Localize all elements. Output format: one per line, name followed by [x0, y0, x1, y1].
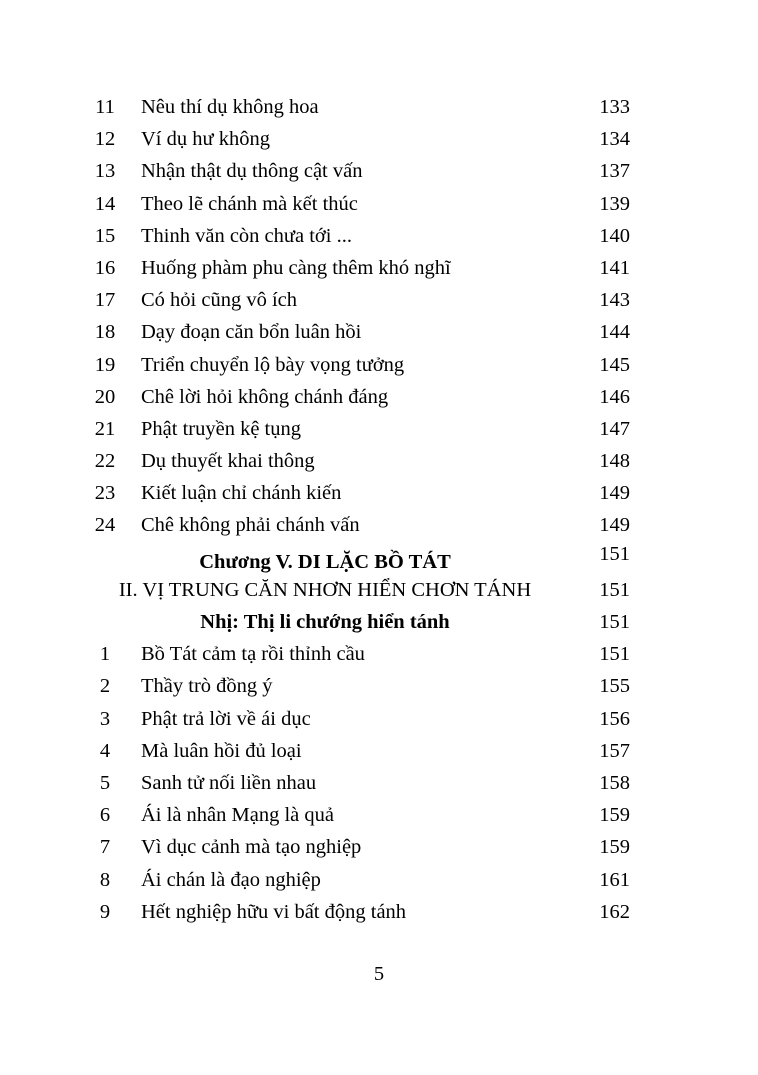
entry-page: 146 — [599, 385, 630, 408]
entry-number: 24 — [94, 514, 116, 537]
toc-entry — [0, 638, 758, 670]
toc-entry — [0, 735, 758, 767]
entry-title: Huống phàm phu càng thêm khó nghĩ — [141, 256, 451, 279]
entry-number: 20 — [94, 385, 116, 408]
part-heading — [0, 574, 758, 606]
entry-number: 8 — [99, 868, 111, 891]
entry-page: 140 — [599, 224, 630, 247]
toc-entry — [0, 349, 758, 381]
entry-number: 1 — [99, 643, 111, 666]
entry-page: 137 — [599, 160, 630, 183]
part-title: II. VỊ TRUNG CĂN NHƠN HIỂN CHƠN TÁNH — [118, 578, 532, 601]
entry-title: Kiết luận chỉ chánh kiến — [141, 482, 342, 505]
entry-page: 134 — [599, 128, 630, 151]
entry-number: 6 — [99, 804, 111, 827]
entry-page: 159 — [599, 836, 630, 859]
entry-title: Bồ Tát cảm tạ rồi thỉnh cầu — [141, 643, 365, 666]
entry-title: Ái là nhân Mạng là quả — [141, 804, 334, 827]
entry-page: 144 — [599, 321, 630, 344]
entry-title: Vì dục cảnh mà tạo nghiệp — [141, 836, 362, 859]
entry-page: 156 — [599, 707, 630, 730]
toc-entry — [0, 509, 758, 541]
entry-page: 139 — [599, 192, 630, 215]
toc-entry — [0, 864, 758, 896]
entry-page: 149 — [599, 482, 630, 505]
chapter-title: Chương V. DI LẶC BỒ TÁT — [199, 550, 451, 573]
entry-number: 22 — [94, 450, 116, 473]
toc-entry — [0, 155, 758, 187]
chapter-heading — [0, 542, 758, 574]
entry-title: Mà luân hồi đủ loại — [141, 739, 302, 762]
entry-number: 14 — [94, 192, 116, 215]
entry-page: 143 — [599, 289, 630, 312]
entry-title: Chê không phải chánh vấn — [141, 514, 360, 537]
entry-page: 157 — [599, 739, 630, 762]
entry-number: 12 — [94, 128, 116, 151]
entry-page: 158 — [599, 771, 630, 794]
entry-page: 145 — [599, 353, 630, 376]
entry-number: 7 — [99, 836, 111, 859]
entry-title: Chê lời hỏi không chánh đáng — [141, 385, 389, 408]
entry-number: 19 — [94, 353, 116, 376]
toc-entry — [0, 896, 758, 928]
entry-title: Hết nghiệp hữu vi bất động tánh — [141, 900, 407, 923]
entry-number: 9 — [99, 900, 111, 923]
entry-page: 159 — [599, 804, 630, 827]
entry-title: Nhận thật dụ thông cật vấn — [141, 160, 363, 183]
toc-entry — [0, 767, 758, 799]
entry-number: 5 — [99, 771, 111, 794]
entry-page: 155 — [599, 675, 630, 698]
entry-number: 16 — [94, 256, 116, 279]
toc-entry — [0, 381, 758, 413]
entry-page: 148 — [599, 450, 630, 473]
toc-entry — [0, 316, 758, 348]
toc-entry — [0, 220, 758, 252]
entry-page: 141 — [599, 256, 630, 279]
toc-entry — [0, 831, 758, 863]
toc-entry — [0, 670, 758, 702]
entry-number: 11 — [95, 96, 115, 118]
entry-title: Ví dụ hư không — [141, 128, 270, 151]
section-heading — [0, 606, 758, 638]
entry-title: Nêu thí dụ không hoa — [141, 96, 319, 118]
toc-entry — [0, 703, 758, 735]
entry-number: 21 — [94, 417, 116, 440]
entry-page: 133 — [599, 96, 630, 118]
entry-number: 18 — [94, 321, 116, 344]
entry-title: Phật truyền kệ tụng — [141, 417, 301, 440]
entry-page: 161 — [599, 868, 630, 891]
toc-entry — [0, 413, 758, 445]
entry-number: 23 — [94, 482, 116, 505]
toc-entry — [0, 477, 758, 509]
toc-entry — [0, 252, 758, 284]
entry-number: 2 — [99, 675, 111, 698]
entry-number: 13 — [94, 160, 116, 183]
entry-title: Thinh văn còn chưa tới ... — [141, 224, 352, 247]
toc-entry — [0, 284, 758, 316]
table-of-contents — [0, 91, 758, 928]
chapter-page: 151 — [599, 542, 630, 565]
entry-title: Thầy trò đồng ý — [141, 675, 273, 698]
section-title: Nhị: Thị li chướng hiển tánh — [200, 611, 450, 633]
entry-page: 147 — [599, 417, 630, 440]
entry-title: Dạy đoạn căn bổn luân hồi — [141, 321, 362, 344]
entry-number: 4 — [99, 739, 111, 762]
entry-number: 15 — [94, 224, 116, 247]
entry-number: 3 — [99, 707, 111, 730]
toc-entry — [0, 123, 758, 155]
entry-page: 162 — [599, 900, 630, 923]
toc-entry — [0, 188, 758, 220]
entry-title: Ái chán là đạo nghiệp — [141, 868, 321, 891]
entry-title: Sanh tử nối liền nhau — [141, 771, 317, 794]
entry-title: Triển chuyển lộ bày vọng tưởng — [141, 353, 405, 376]
entry-page: 151 — [599, 643, 630, 666]
entry-title: Có hỏi cũng vô ích — [141, 289, 298, 312]
entry-title: Dụ thuyết khai thông — [141, 450, 315, 473]
toc-entry — [0, 445, 758, 477]
entry-page: 149 — [599, 514, 630, 537]
part-page: 151 — [599, 578, 630, 601]
entry-number: 17 — [94, 289, 116, 312]
toc-entry — [0, 91, 758, 123]
page-number: 5 — [373, 963, 385, 985]
entry-title: Theo lẽ chánh mà kết thúc — [141, 192, 358, 215]
toc-entry — [0, 799, 758, 831]
entry-title: Phật trả lời về ái dục — [141, 707, 311, 730]
section-page: 151 — [599, 611, 630, 633]
